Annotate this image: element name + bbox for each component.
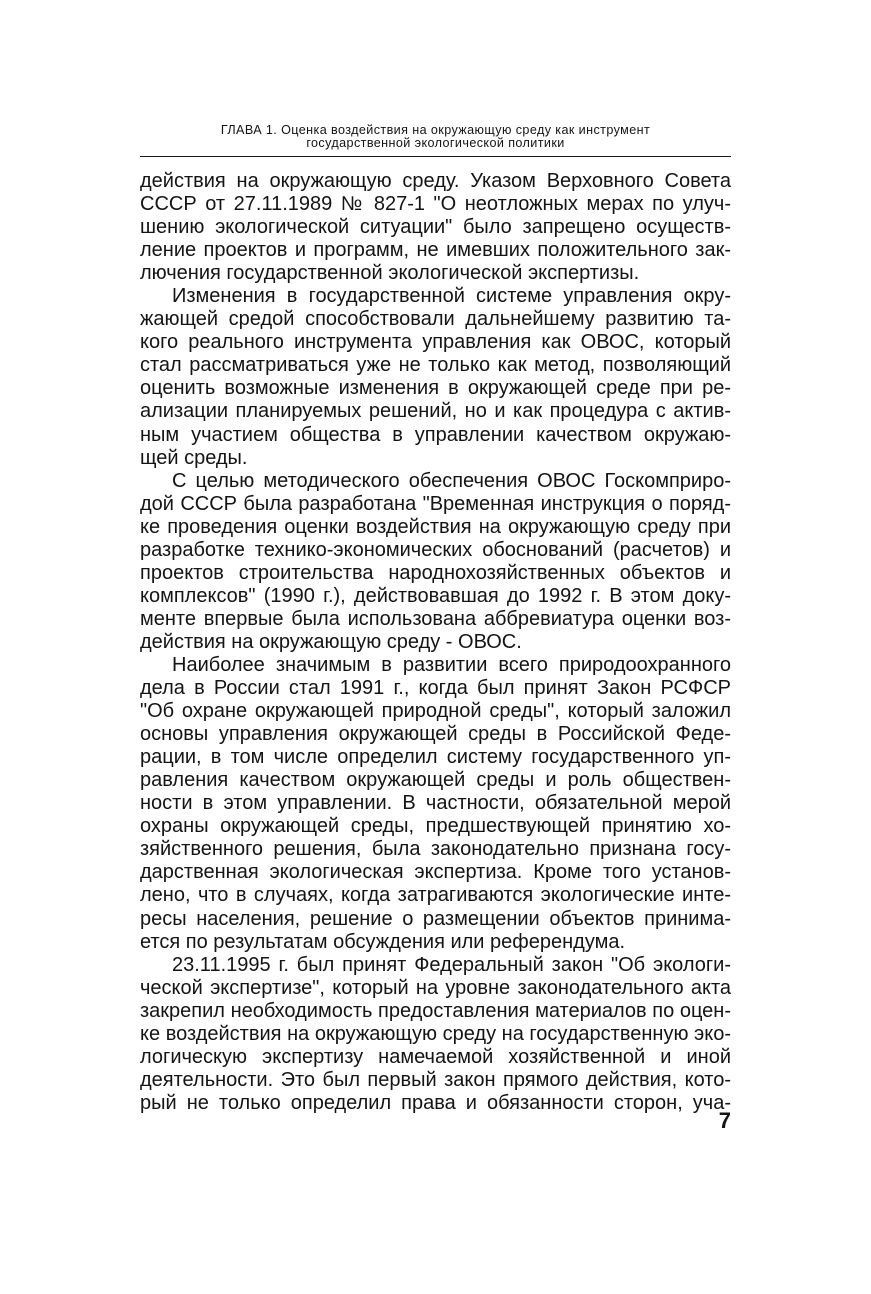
paragraph [140,654,731,954]
text-line: СССР от 27.11.1989 № 827-1 "О неотложных мерах по улуч- [140,193,731,216]
text-line: комплексов" (1990 г.), действовавшая до 1992 г. В этом доку- [140,584,731,607]
text-line: оценить возможные изменения в окружающей среде при ре- [140,377,731,400]
text-line: лено, что в случаях, когда затрагиваются экологические инте- [140,884,731,907]
text-line: дой СССР была разработана "Временная инструкция о поряд- [140,492,731,515]
text-line: щей среды. [140,446,248,469]
running-header [140,124,731,150]
paragraph [140,954,731,1115]
text-line: действия на окружающую среду. Указом Верховного Совета [140,170,731,192]
running-header-line-2: государственной экологической политики [306,136,565,150]
text-line: охраны окружающей среды, предшествующей принятию хо- [140,815,731,838]
text-line: лючения государственной экологической экспертизы. [140,262,640,285]
page-number: 7 [718,1108,731,1133]
text-line: рации, в том числе определил систему государственного уп- [140,746,731,769]
text-line: ализации планируемых решений, но и как процедура с актив- [140,400,731,423]
paragraph [140,170,731,285]
text-line: "Об охране окружающей природной среды", который заложил [140,700,731,723]
text-line: логическую экспертизу намечаемой хозяйственной и иной [140,1045,731,1068]
text-line: ке проведения оценки воздействия на окружающую среду при [140,515,731,538]
text-line: Изменения в государственной системе управления окру- [172,285,731,308]
text-line: Наиболее значимым в развитии всего природоохранного [172,653,731,676]
text-line: закрепил необходимость предоставления материалов по оцен- [140,999,731,1022]
text-line: дела в России стал 1991 г., когда был принят Закон РСФСР [140,677,731,700]
text-line: ресы населения, решение о размещении объектов принима- [140,907,731,930]
text-line: 23.11.1995 г. был принят Федеральный закон "Об экологи- [172,953,731,976]
text-line: равления качеством окружающей среды и роль обществен- [140,769,731,792]
running-header-line-1: ГЛАВА 1. Оценка воздействия на окружающую среду как инструмент [220,123,651,137]
paragraph [140,470,731,654]
header-divider [140,156,731,157]
text-line: проектов строительства народнохозяйственных объектов и [140,561,731,584]
text-line: ется по результатам обсуждения или референдума. [140,930,626,953]
text-line: менте впервые была использована аббревиатура оценки воз- [140,607,731,630]
text-line: кого реального инструмента управления как ОВОС, который [140,331,731,354]
text-line: деятельности. Это был первый закон прямого действия, кото- [140,1068,731,1091]
text-line: шению экологической ситуации" было запрещено осуществ- [140,216,731,239]
text-line: жающей средой способствовали дальнейшему развитию та- [140,308,731,331]
text-line: основы управления окружающей среды в Российской Феде- [140,723,731,746]
text-line: ке воздействия на окружающую среду на государственную эко- [140,1022,731,1045]
paragraph [140,285,731,469]
text-line: разработке технико-экономических обоснований (расчетов) и [140,538,731,561]
body-text [140,170,731,1115]
text-line: действия на окружающую среду - ОВОС. [140,630,522,653]
text-line: стал рассматриваться уже не только как метод, позволяющий [140,354,731,377]
text-line: рый не только определил права и обязанности сторон, уча- [140,1091,731,1114]
text-line: С целью методического обеспечения ОВОС Госкомприро- [172,469,731,492]
text-line: зяйственного решения, была законодательно признана госу- [140,838,731,861]
text-line: ным участием общества в управлении качеством окружаю- [140,423,731,446]
text-line: ление проектов и программ, не имевших положительного зак- [140,239,731,262]
text-line: дарственная экологическая экспертиза. Кроме того установ- [140,861,731,884]
text-line: ческой экспертизе", который на уровне законодательного акта [140,976,731,999]
text-line: ности в этом управлении. В частности, обязательной мерой [140,792,731,815]
